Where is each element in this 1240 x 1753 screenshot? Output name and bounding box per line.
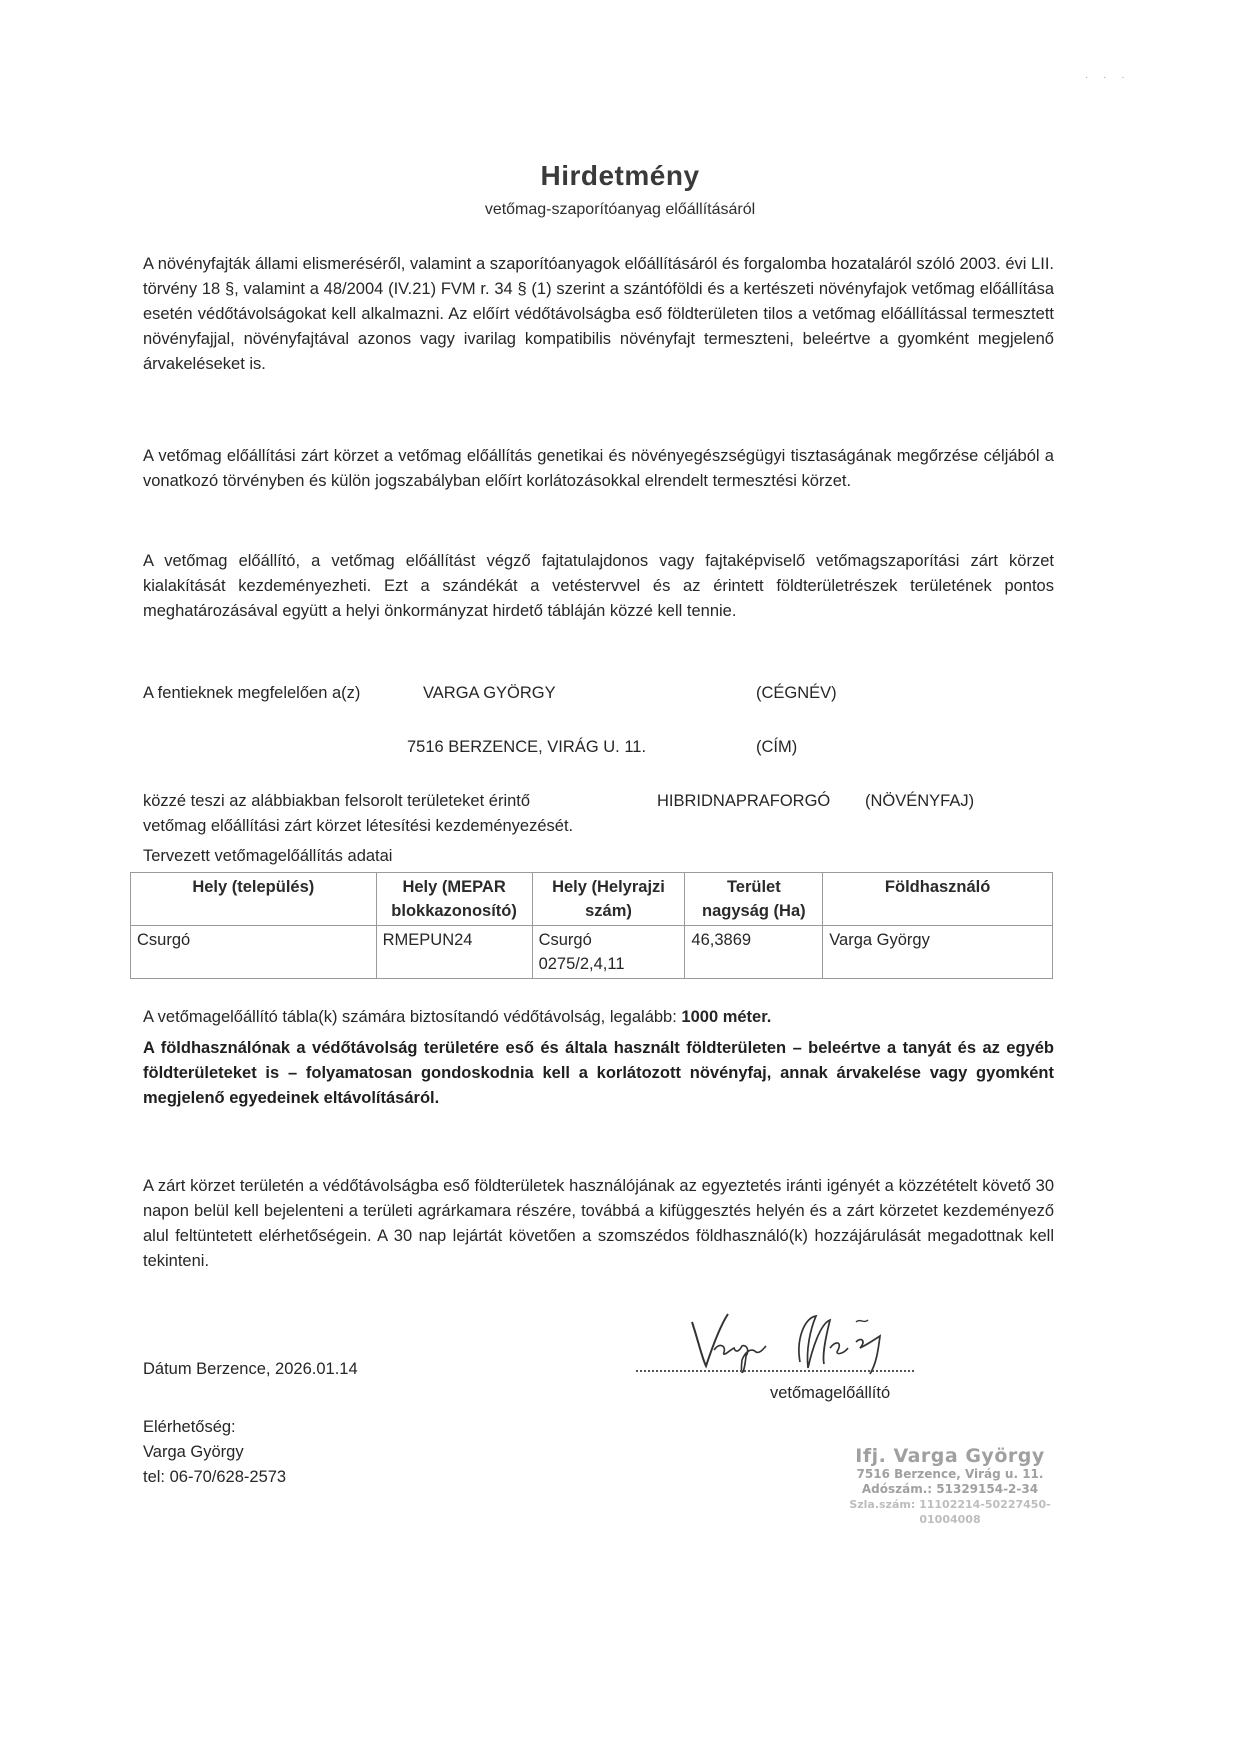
signature-line: [636, 1370, 914, 1372]
company-name: VARGA GYÖRGY: [423, 684, 556, 702]
paragraph-initiator: A vetőmag előállító, a vetőmag előállítást végző fajtatulajdonos vagy fajtaképviselő vetőmagszaporítási zárt körzet kialakítását kezdeményezheti. Ezt a szándékát a vetéstervvel és az érintett földterületrészek területének pontos meghatározásával együtt a helyi önkormányzat hirdető tábláján közzé kell tennie.: [143, 552, 1054, 620]
document-subtitle: vetőmag-szaporítóanyag előállításáról: [484, 201, 756, 218]
header-area: Terület nagyság (Ha): [685, 873, 823, 926]
paragraph-legal-basis: A növényfajták állami elismeréséről, valamint a szaporítóanyagok előállításáról és forgalomba hozataláról szóló 2003. évi LII. törvény 18 §, valamint a 48/2004 (IV.21) FVM r. 34 § (1) szerint a szántóföldi és a kertészeti növényfajok vetőmag előállítása esetén védőtávolságokat kell alkalmazni. Az előírt védőtávolságba eső földterületen tilos a vetőmag előállítással termesztett növényfajjal, növényfajtával azonos vagy ivarilag kompatibilis növényfajt termeszteni, beleértve a gyomként megjelenő árvakeléseket is.: [143, 255, 1054, 373]
table-row: [131, 926, 1053, 979]
seed-production-table: [130, 872, 1053, 979]
contact-phone: tel: 06-70/628-2573: [143, 1468, 287, 1486]
company-address: 7516 BERZENCE, VIRÁG U. 11.: [407, 738, 647, 756]
distance-value: 1000 méter.: [681, 1008, 772, 1026]
address-label: (CÍM): [756, 738, 798, 756]
company-stamp: [820, 1445, 1080, 1527]
stamp-tax-number: Adószám.: 51329154-2-34: [861, 1482, 1039, 1496]
publish-text-2: vetőmag előállítási zárt körzet létesítési kezdeményezését.: [143, 817, 574, 835]
header-land-user: Földhasználó: [823, 873, 1053, 926]
company-label: (CÉGNÉV): [756, 684, 837, 702]
handwritten-signature: [680, 1300, 940, 1380]
date-line: Dátum Berzence, 2026.01.14: [143, 1360, 358, 1378]
distance-line: [143, 1008, 771, 1027]
crop-label: (NÖVÉNYFAJ): [865, 792, 975, 810]
stamp-address: 7516 Berzence, Virág u. 11.: [856, 1467, 1044, 1481]
header-settlement: Hely (település): [131, 873, 377, 926]
stamp-bank-account: Szla.szám: 11102214-50227450-01004008: [849, 1498, 1051, 1526]
paragraph-objection-deadline: A zárt körzet területén a védőtávolságba eső földterületek használójának az egyeztetés iránti igényét a közzétételt követő 30 napon belül kell bejelenteni a területi agrárkamara részére, továbbá a kifüggesztés helyén és a zárt körzetet kezdeményező alul feltüntetett elérhetőségein. A 30 nap lejártát követően a szomszédos földhasználó(k) hozzájárulását megadottnak kell tekinteni.: [143, 1177, 1054, 1270]
signature-label: vetőmagelőállító: [770, 1384, 891, 1402]
document-title: Hirdetmény: [540, 160, 700, 191]
cell-parcel-number: Csurgó 0275/2,4,11: [532, 926, 685, 979]
table-header-row: [131, 873, 1053, 926]
header-mepar-block: Hely (MEPAR blokkazonosító): [376, 873, 532, 926]
cell-area: 46,3869: [685, 926, 823, 979]
scan-mark: · · ·: [1085, 72, 1131, 83]
publish-text: közzé teszi az alábbiakban felsorolt területeket érintő: [143, 792, 531, 810]
distance-text: A vetőmagelőállító tábla(k) számára biztosítandó védőtávolság, legalább:: [143, 1008, 677, 1026]
table-caption: Tervezett vetőmagelőállítás adatai: [143, 847, 393, 865]
stamp-name: Ifj. Varga György: [855, 1445, 1045, 1467]
paragraph-land-user-duty: A földhasználónak a védőtávolság területére eső és általa használt földterületen – beleértve a tanyát és az egyéb földterületeket is – folyamatosan gondoskodnia kell a korlátozott növényfaj, annak árvakelése vagy gyomként megjelenő egyedeinek eltávolításáról.: [143, 1039, 1054, 1107]
declaration-intro: A fentieknek megfelelően a(z): [143, 684, 361, 702]
paragraph-zone-definition: A vetőmag előállítási zárt körzet a vetőmag előállítás genetikai és növényegészségügyi tisztaságának megőrzése céljából a vonatkozó törvényben és külön jogszabályban előírt korlátozásokkal elrendelt termesztési körzet.: [143, 447, 1054, 490]
contact-name: Varga György: [143, 1443, 244, 1461]
cell-settlement: Csurgó: [131, 926, 377, 979]
contact-label: Elérhetőség:: [143, 1418, 236, 1436]
header-parcel-number: Hely (Helyrajzi szám): [532, 873, 685, 926]
crop-name: HIBRIDNAPRAFORGÓ: [657, 792, 831, 810]
cell-mepar-block: RMEPUN24: [376, 926, 532, 979]
cell-land-user: Varga György: [823, 926, 1053, 979]
